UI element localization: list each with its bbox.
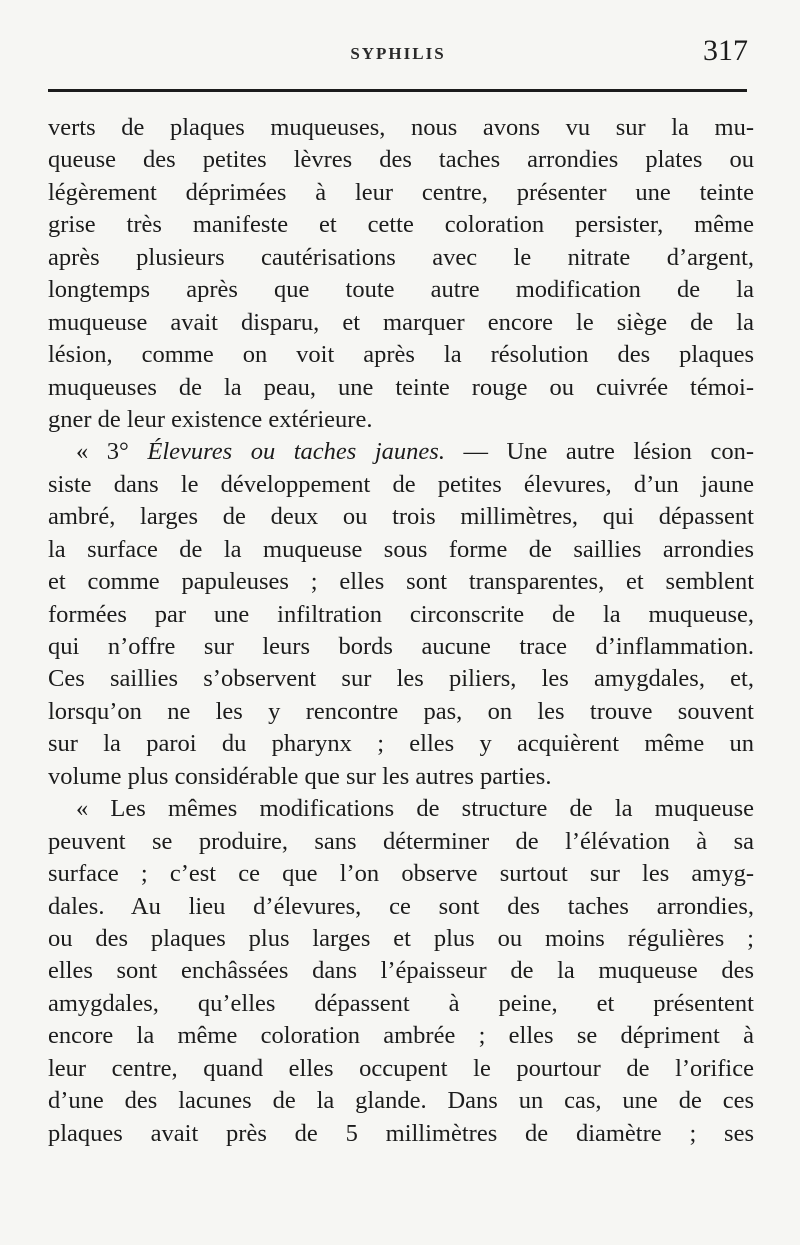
text-line: elles sont enchâssées dans l’épaisseur de la muqueuse des [48,957,754,985]
text-line: légèrement déprimées à leur centre, présenter une teinte [48,178,754,206]
text-line: amygdales, qu’elles dépassent à peine, et présentent [48,989,754,1017]
section-number: « 3° [76,438,148,466]
text-line: ambré, larges de deux ou trois millimètres, qui dépassent [48,503,754,531]
text-line: volume plus considérable que sur les autres parties. [48,762,552,790]
running-title: SYPHILIS [350,44,446,63]
text-line: queuse des petites lèvres des taches arrondies plates ou [48,146,754,174]
text-line: Ces saillies s’observent sur les piliers, les amygdales, et, [48,665,754,693]
text-line: lésion, comme on voit après la résolution des plaques [48,341,754,369]
text-line: lorsqu’on ne les y rencontre pas, on les trouve souvent [48,697,754,725]
text-line: ou des plaques plus larges et plus ou moins régulières ; [48,924,754,952]
section-line-text: — Une autre lésion con- [444,438,754,466]
text-line: siste dans le développement de petites élevures, d’un jaune [48,470,754,498]
text-line: peuvent se produire, sans déterminer de l’élévation à sa [48,827,754,855]
text-line: surface ; c’est ce que l’on observe surtout sur les amyg- [48,860,754,888]
text-line: dales. Au lieu d’élevures, ce sont des taches arrondies, [48,892,754,920]
text-line: verts de plaques muqueuses, nous avons vu sur la mu- [48,114,754,141]
text-line: d’une des lacunes de la glande. Dans un cas, une de ces [48,1087,754,1115]
text-line: grise très manifeste et cette coloration persister, même [48,211,754,239]
text-line: la surface de la muqueuse sous forme de saillies arrondies [48,535,754,563]
text-line: longtemps après que toute autre modification de la [48,276,754,304]
text-line: muqueuse avait disparu, et marquer encore le siège de la [48,308,754,336]
text-line: et comme papuleuses ; elles sont transparentes, et semblent [48,568,754,596]
body-text [48,112,754,1150]
text-line: qui n’offre sur leurs bords aucune trace d’inflammation. [48,633,754,660]
page-number: 317 [703,34,748,67]
text-line: sur la paroi du pharynx ; elles y acquièrent même un [48,730,754,758]
running-head [48,34,748,74]
text-line: gner de leur existence extérieure. [48,405,373,433]
section-title: Élevures ou taches jaunes. [147,438,445,466]
text-line: « Les mêmes modifications de structure de la muqueuse [76,795,754,823]
text-line: formées par une infiltration circonscrite de la muqueuse, [48,600,754,628]
text-line: plaques avait près de 5 millimètres de diamètre ; ses [48,1119,754,1147]
text-line: leur centre, quand elles occupent le pourtour de l’orifice [48,1054,754,1082]
header-rule [48,89,747,92]
section-heading-line [48,436,754,468]
text-line: muqueuses de la peau, une teinte rouge ou cuivrée témoi- [48,373,754,401]
text-line: encore la même coloration ambrée ; elles se dépriment à [48,1022,754,1050]
text-line: après plusieurs cautérisations avec le nitrate d’argent, [48,243,754,271]
